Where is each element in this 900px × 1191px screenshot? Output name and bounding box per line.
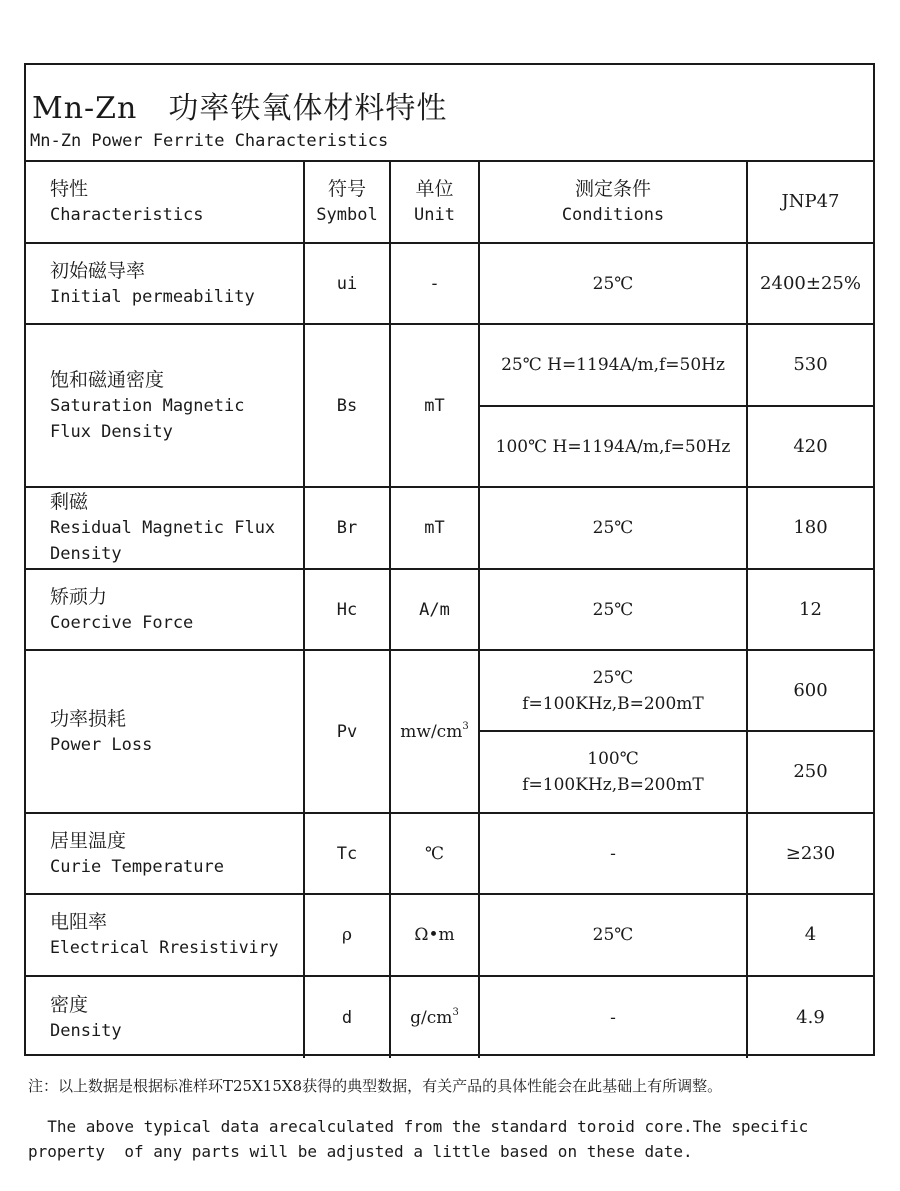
title-block: [26, 65, 873, 162]
header-conditions-zh: 测定条件: [574, 177, 651, 200]
characteristic-zh: 电阻率: [50, 911, 108, 933]
condition-frequency: f=100KHz,B=200mT: [522, 775, 704, 795]
unit-cell: [390, 650, 479, 813]
symbol-cell: ui: [304, 243, 390, 324]
characteristic-cell: [26, 324, 304, 487]
symbol-cell: ρ: [304, 894, 390, 976]
value-cell: 4.9: [747, 976, 873, 1058]
unit-cell: Ω•m: [390, 894, 479, 976]
page-title-english: Mn-Zn Power Ferrite Characteristics: [30, 131, 389, 151]
symbol-cell: Br: [304, 487, 390, 569]
page-title-chinese: Mn-Zn 功率铁氧体材料特性: [32, 91, 448, 126]
header-conditions: [479, 161, 747, 243]
table-header-row: [26, 161, 873, 243]
characteristic-cell: [26, 487, 304, 569]
unit-cell: mT: [390, 487, 479, 569]
header-unit: [390, 161, 479, 243]
condition-cell: 25℃: [479, 569, 747, 650]
value-cell: 2400±25%: [747, 243, 873, 324]
unit-cell: -: [390, 243, 479, 324]
header-grade: JNP47: [747, 161, 873, 243]
characteristic-cell: [26, 650, 304, 813]
characteristic-en-line1: Saturation Magnetic: [50, 395, 245, 416]
table-row: [26, 813, 873, 894]
characteristic-zh: 密度: [50, 993, 89, 1016]
condition-frequency: f=100KHz,B=200mT: [522, 693, 704, 714]
value-cell: 4: [747, 894, 873, 976]
unit-cell: [390, 976, 479, 1058]
table-row: [26, 243, 873, 324]
characteristic-en: Curie Temperature: [50, 856, 224, 877]
unit-text: g/cm: [410, 1007, 453, 1028]
value-cell: 250: [747, 731, 873, 813]
header-characteristics-zh: 特性: [50, 177, 89, 200]
condition-cell: 25℃: [479, 894, 747, 976]
characteristic-en: Power Loss: [50, 734, 153, 755]
characteristic-en: Electrical Rresistiviry: [50, 938, 279, 957]
note-english-line1: The above typical data arecalculated from the standard toroid core.The specific: [28, 1117, 809, 1136]
condition-cell: 25℃: [479, 243, 747, 324]
value-cell: 12: [747, 569, 873, 650]
symbol-cell: d: [304, 976, 390, 1058]
ferrite-spec-sheet: [24, 63, 875, 1056]
characteristic-en-line2: Flux Density: [50, 421, 173, 442]
header-symbol-zh: 符号: [327, 177, 366, 200]
unit-superscript: 3: [462, 720, 469, 732]
condition-cell: 25℃ H=1194A/m,f=50Hz: [479, 324, 747, 406]
characteristics-table: [26, 161, 873, 1058]
condition-cell: [479, 731, 747, 813]
condition-cell: -: [479, 976, 747, 1058]
symbol-cell: Bs: [304, 324, 390, 487]
unit-cell: mT: [390, 324, 479, 487]
condition-cell: 100℃ H=1194A/m,f=50Hz: [479, 406, 747, 487]
table-row: [26, 650, 873, 731]
value-cell: 420: [747, 406, 873, 487]
header-conditions-en: Conditions: [561, 204, 665, 225]
value-cell: ≥230: [747, 813, 873, 894]
characteristic-zh: 初始磁导率: [50, 259, 146, 282]
characteristic-en: Initial permeability: [50, 286, 255, 307]
value-cell: 180: [747, 487, 873, 569]
characteristic-cell: [26, 569, 304, 650]
note-english-line2: property of any parts will be adjusted a little based on these date.: [28, 1142, 693, 1161]
characteristic-zh: 剩磁: [50, 491, 89, 513]
characteristic-cell: [26, 894, 304, 976]
characteristic-zh: 饱和磁通密度: [50, 368, 165, 391]
condition-cell: 25℃: [479, 487, 747, 569]
characteristic-zh: 矫顽力: [50, 585, 108, 608]
header-characteristics: [26, 161, 304, 243]
header-characteristics-en: Characteristics: [50, 204, 204, 225]
characteristic-cell: [26, 976, 304, 1058]
condition-temperature: 100℃: [587, 749, 639, 769]
table-row: [26, 569, 873, 650]
characteristic-cell: [26, 813, 304, 894]
condition-cell: [479, 650, 747, 731]
symbol-cell: Hc: [304, 569, 390, 650]
characteristic-zh: 功率损耗: [50, 707, 127, 730]
header-unit-zh: 单位: [415, 177, 454, 200]
characteristic-zh: 居里温度: [50, 829, 127, 852]
table-row: [26, 976, 873, 1058]
characteristic-en-line1: Residual Magnetic Flux: [50, 518, 276, 538]
unit-cell: ℃: [390, 813, 479, 894]
unit-superscript: 3: [452, 1006, 459, 1018]
table-row: [26, 894, 873, 976]
condition-temperature: 25℃: [592, 667, 634, 688]
header-symbol-en: Symbol: [316, 204, 378, 225]
characteristic-en: Density: [50, 1020, 122, 1041]
unit-text: mw/cm: [400, 721, 463, 742]
condition-cell: -: [479, 813, 747, 894]
table-row: [26, 324, 873, 406]
value-cell: 600: [747, 650, 873, 731]
header-symbol: [304, 161, 390, 243]
header-unit-en: Unit: [414, 204, 455, 225]
characteristic-cell: [26, 243, 304, 324]
note-chinese: 注：以上数据是根据标准样环T25X15X8获得的典型数据，有关产品的具体性能会在此基础上有所调整。: [28, 1077, 723, 1095]
characteristic-en-line2: Density: [50, 544, 122, 564]
table-row: [26, 487, 873, 569]
characteristic-en: Coercive Force: [50, 612, 194, 633]
unit-cell: A/m: [390, 569, 479, 650]
value-cell: 530: [747, 324, 873, 406]
symbol-cell: Pv: [304, 650, 390, 813]
symbol-cell: Tc: [304, 813, 390, 894]
